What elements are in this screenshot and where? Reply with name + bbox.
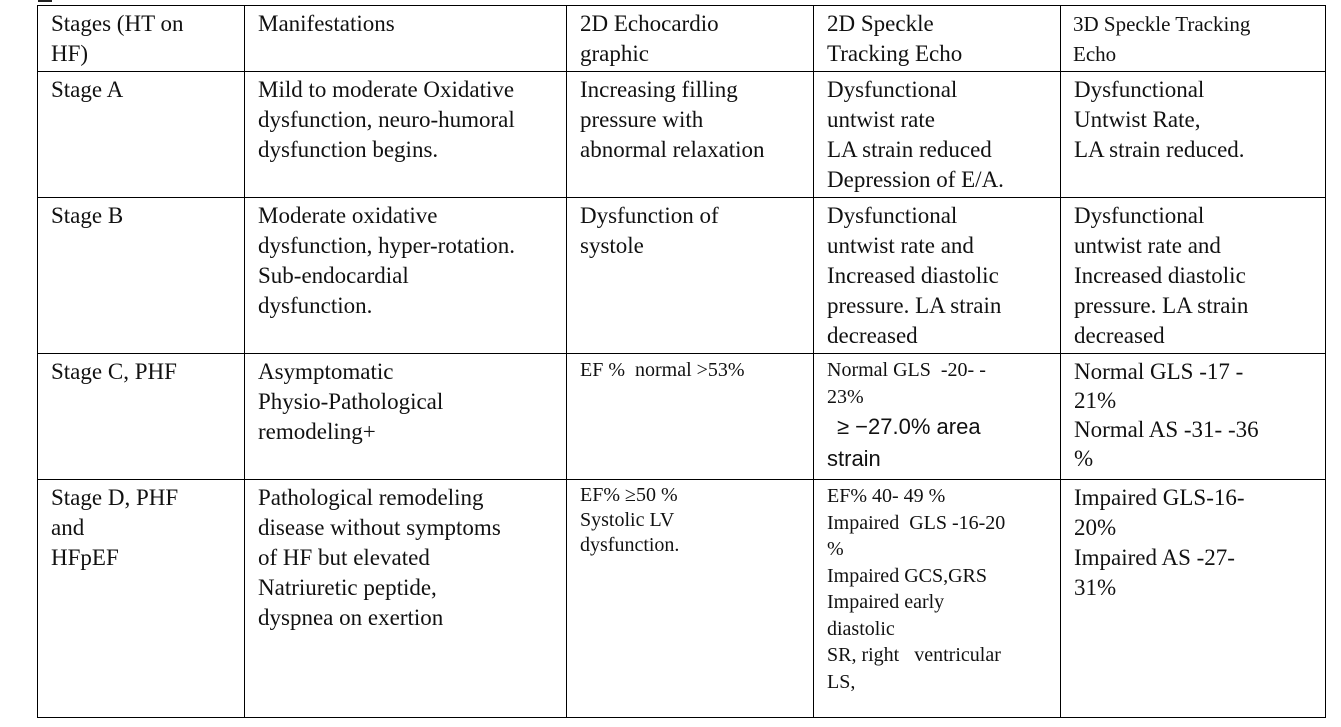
table-row — [38, 480, 1326, 718]
cell-text-line: and — [51, 515, 85, 540]
cell-text-line: Normal GLS -17 - — [1074, 359, 1244, 384]
cell-text-line: LS, — [827, 670, 856, 693]
cell-manifestations — [245, 354, 567, 480]
cell-manifestations — [245, 480, 567, 718]
cell-text-line: SR, right ventricular — [827, 644, 1001, 666]
cell-text-line: LA strain reduced. — [1074, 137, 1245, 162]
cell-text-line: remodeling+ — [258, 419, 376, 444]
cell-text-line: Sub-endocardial — [258, 263, 409, 288]
table-header-row — [38, 6, 1326, 72]
cell-text-line: Increasing filling — [580, 77, 738, 102]
header-text-line: 2D Echocardio — [580, 11, 719, 36]
header-text-line: HF) — [51, 41, 89, 66]
cell-text-line: Impaired GLS-16- — [1074, 485, 1245, 510]
table-row — [38, 72, 1326, 198]
header-text-line: Echo — [1073, 42, 1117, 66]
cell-text-line: untwist rate — [827, 107, 935, 132]
cell-text-line: EF % normal >53% — [580, 359, 745, 381]
header-text-line: Stages (HT on — [51, 11, 184, 36]
cell-2d-speckle — [814, 480, 1061, 718]
cell-text-line: systole — [580, 233, 644, 258]
table-row — [38, 354, 1326, 480]
cell-text-line: untwist rate and — [1074, 233, 1221, 258]
cell-stage — [38, 480, 245, 718]
cell-text-line: Natriuretic peptide, — [258, 575, 437, 600]
header-text-line: graphic — [580, 41, 649, 66]
cell-text-line: pressure. LA strain — [1074, 293, 1249, 318]
cell-text-line: Stage B — [51, 203, 124, 228]
header-text-line: Tracking Echo — [827, 41, 963, 66]
cell-text-line: HFpEF — [51, 545, 119, 570]
header-3d-speckle — [1061, 6, 1326, 72]
cell-text-line: Untwist Rate, — [1074, 107, 1201, 132]
cell-text-line: dysfunction, neuro-humoral — [258, 107, 515, 132]
cell-text-line: Stage A — [51, 77, 124, 102]
cell-text-line: Increased diastolic — [1074, 263, 1246, 288]
cell-text-line: disease without symptoms — [258, 515, 501, 540]
cell-stage — [38, 354, 245, 480]
cell-stage — [38, 72, 245, 198]
cell-text-line: 20% — [1074, 515, 1117, 540]
cell-text-line: Dysfunctional — [1074, 77, 1205, 102]
cell-stage — [38, 198, 245, 354]
cell-manifestations — [245, 198, 567, 354]
cell-2d-speckle — [814, 354, 1061, 480]
cell-text-line: dysfunction. — [580, 534, 680, 556]
cell-text-line: Stage C, PHF — [51, 359, 177, 384]
cell-text-line-sans: strain — [827, 446, 881, 471]
header-stages — [38, 6, 245, 72]
cell-text-line: Normal GLS -20- - — [827, 359, 986, 381]
cell-text-line: Dysfunctional — [1074, 203, 1205, 228]
cell-text-line: Impaired AS -27- — [1074, 545, 1235, 570]
cell-text-line: dysfunction, hyper-rotation. — [258, 233, 515, 258]
cell-text-line: Dysfunction of — [580, 203, 719, 228]
cell-text-line: Pathological remodeling — [258, 485, 484, 510]
cell-text-line: Stage D, PHF — [51, 485, 179, 510]
cell-text-line: pressure. LA strain — [827, 293, 1002, 318]
cell-text-line: LA strain reduced — [827, 137, 992, 162]
cell-text-line: Impaired GLS -16-20 — [827, 511, 1006, 534]
cell-text-line: pressure with — [580, 107, 704, 132]
cell-text-line: diastolic — [827, 617, 895, 640]
cell-text-line: dysfunction begins. — [258, 137, 439, 162]
cell-3d-speckle — [1061, 198, 1326, 354]
cell-text-line: Physio-Pathological — [258, 389, 444, 414]
cell-text-line: Normal AS -31- -36 — [1074, 417, 1259, 442]
cell-text-line: decreased — [827, 323, 918, 348]
cell-text-line: Systolic LV — [580, 509, 675, 531]
cell-text-line: Impaired early — [827, 591, 945, 613]
cell-3d-speckle — [1061, 354, 1326, 480]
cell-text-line: Asymptomatic — [258, 359, 394, 384]
cell-text-line: Dysfunctional — [827, 203, 958, 228]
cell-2d-echo — [567, 198, 814, 354]
cell-2d-speckle — [814, 72, 1061, 198]
cell-3d-speckle — [1061, 72, 1326, 198]
cell-text-line: EF% 40- 49 % — [827, 485, 946, 507]
cell-text-line-sans: ≥ −27.0% area — [837, 414, 981, 439]
table-row — [38, 198, 1326, 354]
cell-2d-speckle — [814, 198, 1061, 354]
cell-2d-echo — [567, 480, 814, 718]
cell-text-line: % — [1074, 446, 1094, 471]
cell-text-line: of HF but elevated — [258, 545, 430, 570]
cell-text-line: 23% — [827, 386, 864, 408]
cell-text-line: Mild to moderate Oxidative — [258, 77, 515, 102]
cell-text-line: Increased diastolic — [827, 263, 999, 288]
cell-text-line: decreased — [1074, 323, 1165, 348]
header-text-line: 3D Speckle Tracking — [1073, 12, 1251, 36]
cell-2d-echo — [567, 354, 814, 480]
cell-text-line: dysfunction. — [258, 293, 373, 318]
cell-text-line: dyspnea on exertion — [258, 605, 444, 630]
cell-text-line: Moderate oxidative — [258, 203, 438, 228]
cell-text-line: abnormal relaxation — [580, 137, 765, 162]
cell-text-line: Depression of E/A. — [827, 167, 1004, 192]
cell-text-line: Impaired GCS,GRS — [827, 564, 987, 587]
header-manifestations — [245, 6, 567, 72]
cell-text-line: 21% — [1074, 388, 1117, 413]
cell-text-line: 31% — [1074, 575, 1117, 600]
cell-text-line: EF% ≥50 % — [580, 484, 678, 506]
cell-text-line: untwist rate and — [827, 233, 974, 258]
cell-text-line: Dysfunctional — [827, 77, 958, 102]
hf-stages-table — [37, 5, 1326, 718]
header-text-line: 2D Speckle — [827, 11, 934, 36]
cell-manifestations — [245, 72, 567, 198]
cell-3d-speckle — [1061, 480, 1326, 718]
header-text-line: Manifestations — [258, 11, 395, 36]
cell-text-line: % — [827, 538, 844, 560]
header-2d-echo — [567, 6, 814, 72]
header-2d-speckle — [814, 6, 1061, 72]
cell-2d-echo — [567, 72, 814, 198]
